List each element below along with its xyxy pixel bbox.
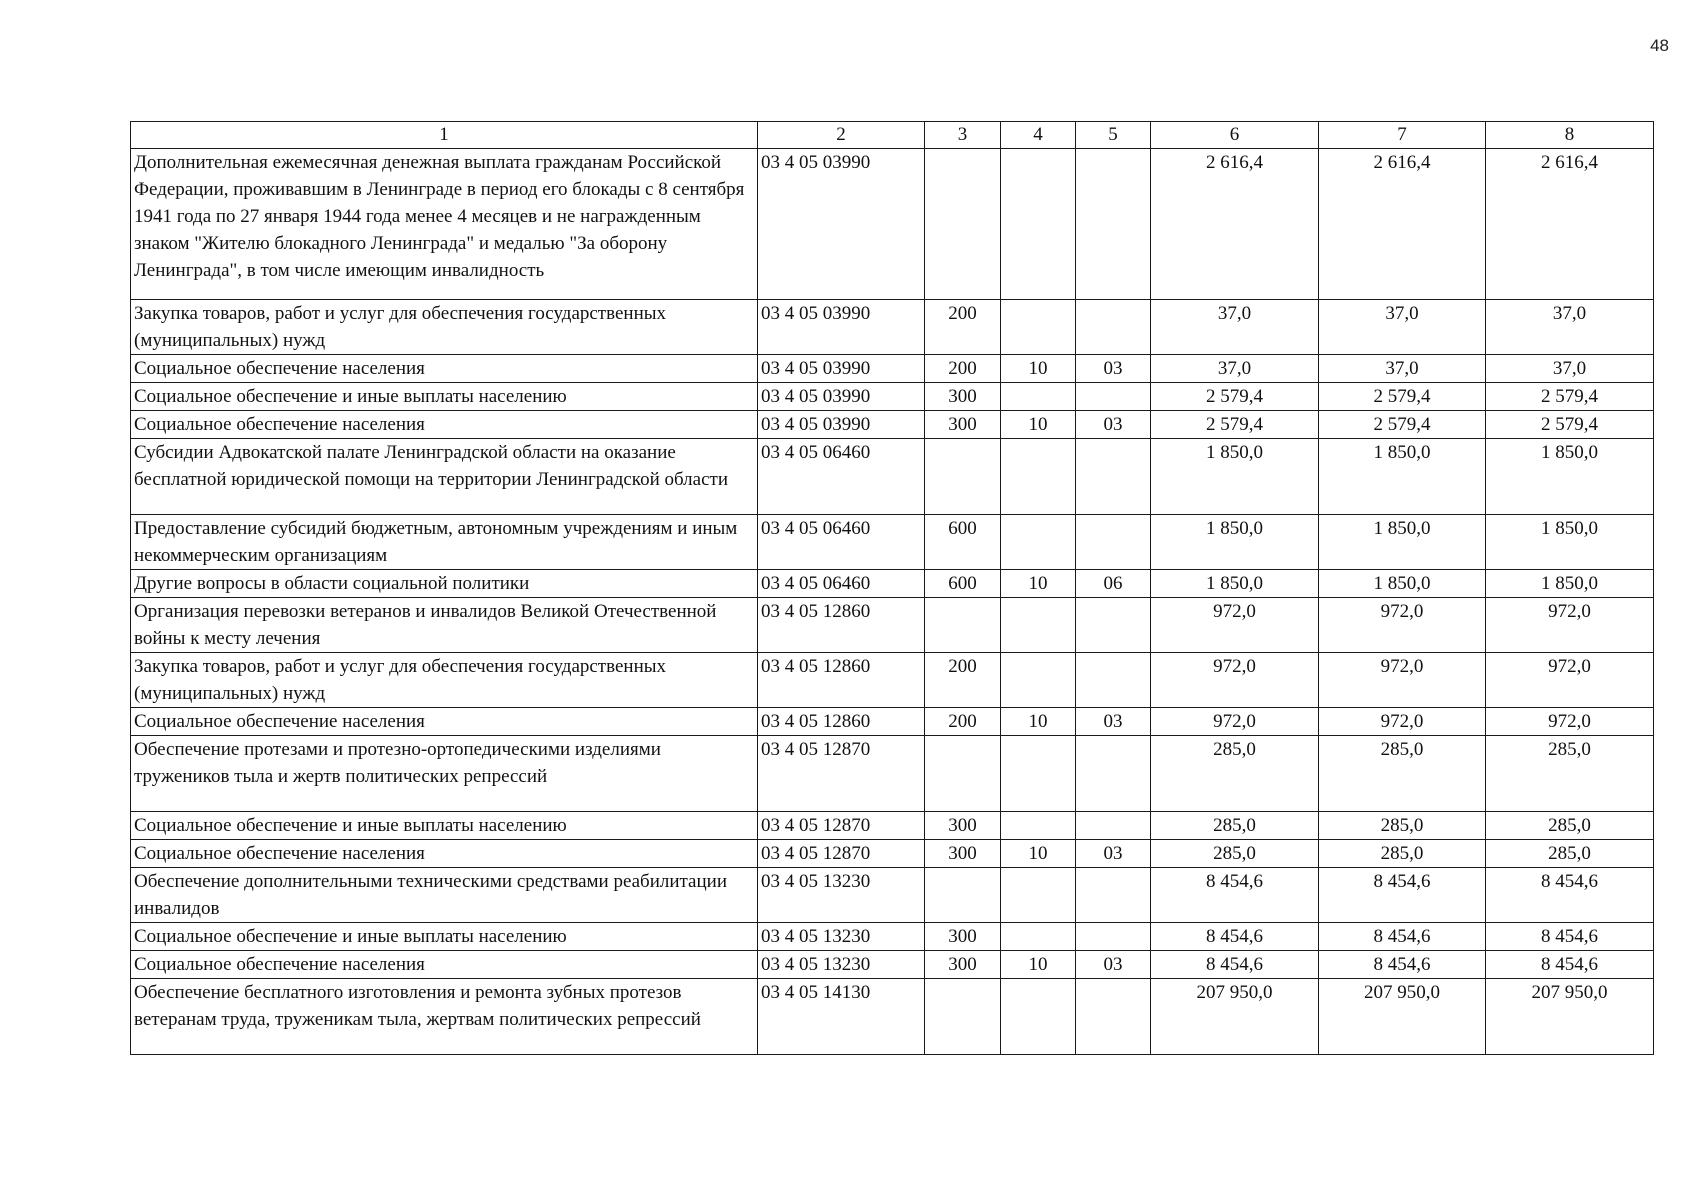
row-target-code: 03 4 05 03990	[758, 300, 925, 355]
header-cell: 7	[1319, 122, 1486, 149]
page-number: 48	[1650, 36, 1669, 55]
table-body	[131, 149, 1654, 1055]
row-target-code: 03 4 05 03990	[758, 355, 925, 383]
row-value-col6: 8 454,6	[1151, 951, 1319, 979]
table-row	[131, 411, 1654, 439]
row-subsection	[1076, 439, 1151, 515]
row-subsection	[1076, 868, 1151, 923]
row-value-col6: 1 850,0	[1151, 570, 1319, 598]
row-subsection	[1076, 515, 1151, 570]
table-row	[131, 979, 1654, 1055]
row-subsection	[1076, 923, 1151, 951]
row-value-col7: 1 850,0	[1319, 515, 1486, 570]
row-description: Субсидии Адвокатской палате Ленинградской области на оказание бесплатной юридической помощи на территории Ленинградской области	[131, 439, 758, 515]
row-value-col7: 972,0	[1319, 598, 1486, 653]
row-target-code: 03 4 05 06460	[758, 570, 925, 598]
row-target-code: 03 4 05 13230	[758, 951, 925, 979]
table-row	[131, 653, 1654, 708]
row-value-col7: 972,0	[1319, 708, 1486, 736]
row-value-col7: 8 454,6	[1319, 951, 1486, 979]
row-subsection: 03	[1076, 355, 1151, 383]
row-expense-type	[925, 439, 1001, 515]
row-target-code: 03 4 05 06460	[758, 439, 925, 515]
table-row	[131, 149, 1654, 300]
row-target-code: 03 4 05 13230	[758, 923, 925, 951]
row-value-col7: 1 850,0	[1319, 439, 1486, 515]
row-subsection: 03	[1076, 951, 1151, 979]
row-expense-type: 300	[925, 840, 1001, 868]
row-target-code: 03 4 05 06460	[758, 515, 925, 570]
row-value-col8: 2 579,4	[1486, 383, 1654, 411]
table-row	[131, 812, 1654, 840]
row-value-col8: 285,0	[1486, 840, 1654, 868]
budget-table	[130, 121, 1654, 1055]
row-value-col6: 285,0	[1151, 840, 1319, 868]
row-description: Закупка товаров, работ и услуг для обеспечения государственных (муниципальных) нужд	[131, 300, 758, 355]
row-description: Закупка товаров, работ и услуг для обеспечения государственных (муниципальных) нужд	[131, 653, 758, 708]
row-description: Социальное обеспечение населения	[131, 355, 758, 383]
header-row	[131, 122, 1654, 149]
header-cell: 6	[1151, 122, 1319, 149]
row-description: Социальное обеспечение населения	[131, 840, 758, 868]
row-subsection	[1076, 653, 1151, 708]
row-value-col8: 37,0	[1486, 355, 1654, 383]
row-target-code: 03 4 05 03990	[758, 383, 925, 411]
row-value-col8: 972,0	[1486, 653, 1654, 708]
row-value-col8: 207 950,0	[1486, 979, 1654, 1055]
header-cell: 1	[131, 122, 758, 149]
row-expense-type	[925, 979, 1001, 1055]
row-value-col7: 285,0	[1319, 736, 1486, 812]
row-value-col6: 207 950,0	[1151, 979, 1319, 1055]
row-expense-type: 200	[925, 300, 1001, 355]
header-cell: 5	[1076, 122, 1151, 149]
table-row	[131, 570, 1654, 598]
table-row	[131, 923, 1654, 951]
row-description: Предоставление субсидий бюджетным, автономным учреждениям и иным некоммерческим организациям	[131, 515, 758, 570]
row-target-code: 03 4 05 03990	[758, 411, 925, 439]
row-value-col8: 8 454,6	[1486, 868, 1654, 923]
row-expense-type	[925, 868, 1001, 923]
row-value-col6: 2 579,4	[1151, 383, 1319, 411]
table-row	[131, 383, 1654, 411]
row-value-col8: 2 616,4	[1486, 149, 1654, 300]
row-section	[1001, 868, 1076, 923]
row-subsection	[1076, 383, 1151, 411]
row-value-col8: 1 850,0	[1486, 515, 1654, 570]
row-section	[1001, 515, 1076, 570]
row-description: Организация перевозки ветеранов и инвалидов Великой Отечественной войны к месту лечения	[131, 598, 758, 653]
row-expense-type	[925, 598, 1001, 653]
row-value-col6: 972,0	[1151, 598, 1319, 653]
row-expense-type: 300	[925, 411, 1001, 439]
row-description: Социальное обеспечение населения	[131, 411, 758, 439]
row-description: Социальное обеспечение и иные выплаты населению	[131, 383, 758, 411]
row-subsection	[1076, 149, 1151, 300]
row-subsection: 03	[1076, 708, 1151, 736]
row-expense-type: 600	[925, 570, 1001, 598]
row-expense-type: 200	[925, 708, 1001, 736]
row-description: Обеспечение протезами и протезно-ортопедическими изделиями тружеников тыла и жертв политических репрессий	[131, 736, 758, 812]
row-expense-type: 300	[925, 951, 1001, 979]
row-value-col6: 1 850,0	[1151, 515, 1319, 570]
row-subsection	[1076, 812, 1151, 840]
table-row	[131, 736, 1654, 812]
row-section	[1001, 736, 1076, 812]
row-section: 10	[1001, 840, 1076, 868]
row-value-col6: 2 579,4	[1151, 411, 1319, 439]
table-row	[131, 708, 1654, 736]
row-description: Другие вопросы в области социальной политики	[131, 570, 758, 598]
row-section: 10	[1001, 570, 1076, 598]
row-description: Социальное обеспечение населения	[131, 951, 758, 979]
row-section: 10	[1001, 951, 1076, 979]
row-section: 10	[1001, 708, 1076, 736]
table-row	[131, 515, 1654, 570]
row-value-col8: 8 454,6	[1486, 923, 1654, 951]
row-subsection	[1076, 736, 1151, 812]
table-row	[131, 951, 1654, 979]
row-subsection: 03	[1076, 411, 1151, 439]
header-cell: 4	[1001, 122, 1076, 149]
row-description: Обеспечение бесплатного изготовления и ремонта зубных протезов ветеранам труда, труженикам тыла, жертвам политических репрессий	[131, 979, 758, 1055]
row-subsection	[1076, 979, 1151, 1055]
row-value-col8: 8 454,6	[1486, 951, 1654, 979]
row-target-code: 03 4 05 12870	[758, 736, 925, 812]
row-value-col8: 1 850,0	[1486, 439, 1654, 515]
row-expense-type: 200	[925, 355, 1001, 383]
row-value-col7: 1 850,0	[1319, 570, 1486, 598]
row-expense-type: 600	[925, 515, 1001, 570]
row-value-col8: 972,0	[1486, 598, 1654, 653]
row-expense-type: 300	[925, 812, 1001, 840]
table-row	[131, 868, 1654, 923]
row-subsection: 03	[1076, 840, 1151, 868]
row-section	[1001, 812, 1076, 840]
row-expense-type: 200	[925, 653, 1001, 708]
row-value-col6: 2 616,4	[1151, 149, 1319, 300]
row-expense-type: 300	[925, 923, 1001, 951]
row-value-col7: 972,0	[1319, 653, 1486, 708]
row-subsection: 06	[1076, 570, 1151, 598]
row-description: Обеспечение дополнительными техническими средствами реабилитации инвалидов	[131, 868, 758, 923]
row-target-code: 03 4 05 03990	[758, 149, 925, 300]
row-section	[1001, 383, 1076, 411]
row-value-col6: 972,0	[1151, 653, 1319, 708]
row-value-col6: 1 850,0	[1151, 439, 1319, 515]
row-value-col7: 37,0	[1319, 355, 1486, 383]
row-target-code: 03 4 05 12870	[758, 812, 925, 840]
row-target-code: 03 4 05 12870	[758, 840, 925, 868]
table-row	[131, 840, 1654, 868]
row-target-code: 03 4 05 12860	[758, 653, 925, 708]
row-target-code: 03 4 05 12860	[758, 598, 925, 653]
row-value-col6: 8 454,6	[1151, 868, 1319, 923]
row-section	[1001, 149, 1076, 300]
row-value-col7: 2 579,4	[1319, 411, 1486, 439]
row-value-col6: 285,0	[1151, 736, 1319, 812]
row-value-col6: 8 454,6	[1151, 923, 1319, 951]
row-description: Социальное обеспечение населения	[131, 708, 758, 736]
row-value-col7: 8 454,6	[1319, 923, 1486, 951]
row-value-col7: 37,0	[1319, 300, 1486, 355]
row-subsection	[1076, 300, 1151, 355]
row-section	[1001, 653, 1076, 708]
row-value-col6: 37,0	[1151, 355, 1319, 383]
row-expense-type: 300	[925, 383, 1001, 411]
row-value-col7: 8 454,6	[1319, 868, 1486, 923]
row-description: Социальное обеспечение и иные выплаты населению	[131, 923, 758, 951]
row-section	[1001, 439, 1076, 515]
row-section	[1001, 598, 1076, 653]
row-value-col6: 972,0	[1151, 708, 1319, 736]
row-value-col7: 2 579,4	[1319, 383, 1486, 411]
row-value-col7: 285,0	[1319, 840, 1486, 868]
row-expense-type	[925, 736, 1001, 812]
row-section	[1001, 300, 1076, 355]
header-cell: 2	[758, 122, 925, 149]
table-row	[131, 300, 1654, 355]
row-value-col7: 285,0	[1319, 812, 1486, 840]
row-value-col8: 972,0	[1486, 708, 1654, 736]
row-value-col8: 37,0	[1486, 300, 1654, 355]
row-value-col8: 285,0	[1486, 736, 1654, 812]
row-value-col7: 207 950,0	[1319, 979, 1486, 1055]
row-description: Дополнительная ежемесячная денежная выплата гражданам Российской Федерации, проживавшим в Ленинграде в период его блокады с 8 сентября 1941 года по 27 января 1944 года менее 4 месяцев и не награжденным знаком "Жителю блокадного Ленинграда" и медалью "За оборону Ленинграда", в том числе имеющим инвалидность	[131, 149, 758, 300]
row-section	[1001, 979, 1076, 1055]
table-row	[131, 355, 1654, 383]
row-value-col6: 285,0	[1151, 812, 1319, 840]
row-description: Социальное обеспечение и иные выплаты населению	[131, 812, 758, 840]
row-section: 10	[1001, 355, 1076, 383]
row-target-code: 03 4 05 14130	[758, 979, 925, 1055]
row-value-col8: 2 579,4	[1486, 411, 1654, 439]
row-value-col8: 1 850,0	[1486, 570, 1654, 598]
row-subsection	[1076, 598, 1151, 653]
row-expense-type	[925, 149, 1001, 300]
row-value-col7: 2 616,4	[1319, 149, 1486, 300]
header-cell: 3	[925, 122, 1001, 149]
row-value-col8: 285,0	[1486, 812, 1654, 840]
table-row	[131, 439, 1654, 515]
row-section	[1001, 923, 1076, 951]
header-cell: 8	[1486, 122, 1654, 149]
row-target-code: 03 4 05 13230	[758, 868, 925, 923]
row-value-col6: 37,0	[1151, 300, 1319, 355]
row-section: 10	[1001, 411, 1076, 439]
row-target-code: 03 4 05 12860	[758, 708, 925, 736]
table-row	[131, 598, 1654, 653]
